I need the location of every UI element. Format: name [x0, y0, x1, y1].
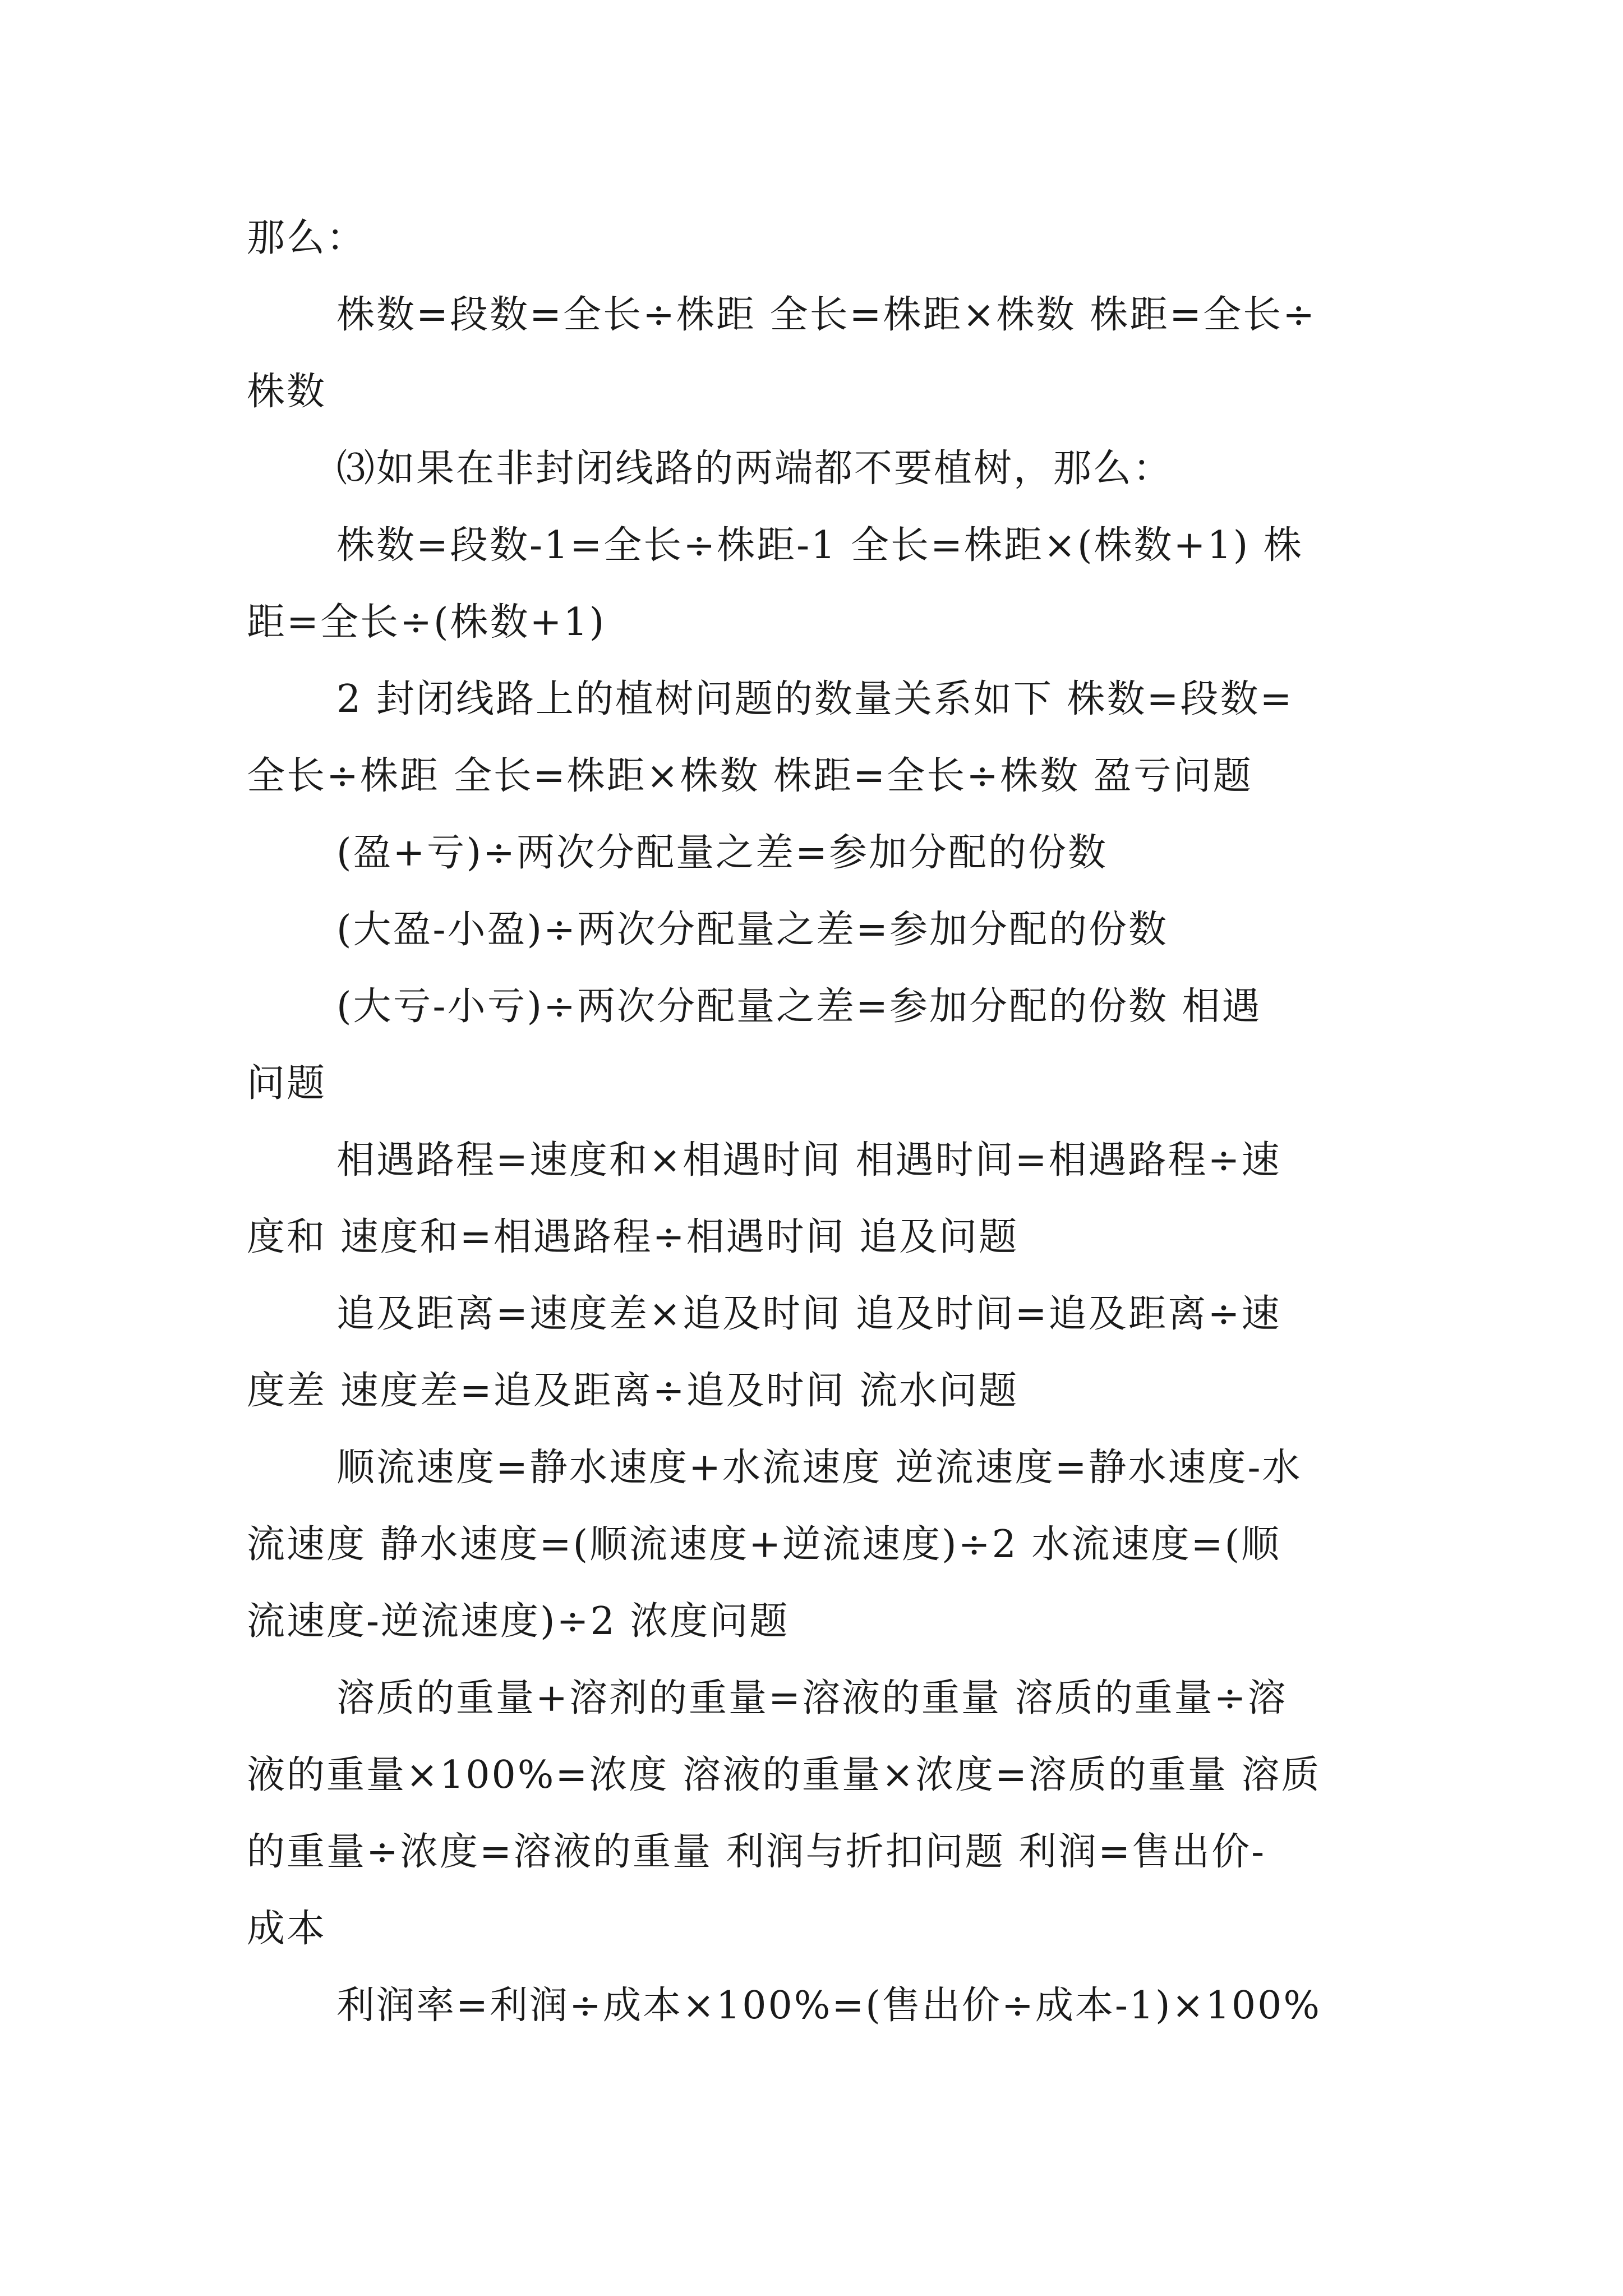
text-line: 利润率=利润÷成本×100%=(售出价÷成本-1)×100% — [336, 1984, 1321, 2028]
text-line: 液的重量×100%=浓度 溶液的重量×浓度=溶质的重量 溶质 — [247, 1753, 1321, 1797]
text-line: 度差 速度差=追及距离÷追及时间 流水问题 — [247, 1369, 1019, 1413]
text-line: 相遇路程=速度和×相遇时间 相遇时间=相遇路程÷速 — [336, 1138, 1281, 1182]
text-line: 度和 速度和=相遇路程÷相遇时间 追及问题 — [247, 1215, 1019, 1259]
text-line: 株数=段数=全长÷株距 全长=株距×株数 株距=全长÷ — [336, 293, 1317, 337]
text-line: 那么： — [247, 216, 367, 260]
text-line: 全长÷株距 全长=株距×株数 株距=全长÷株数 盈亏问题 — [247, 754, 1253, 798]
text-line: 成本 — [247, 1907, 327, 1951]
text-line: 株数 — [247, 370, 327, 414]
text-line: 追及距离=速度差×追及时间 追及时间=追及距离÷速 — [336, 1292, 1281, 1336]
text-line: 2 封闭线路上的植树问题的数量关系如下 株数=段数= — [336, 677, 1294, 721]
text-line: 株数=段数-1=全长÷株距-1 全长=株距×(株数+1) 株 — [336, 523, 1303, 568]
text-line: (大亏-小亏)÷两次分配量之差=参加分配的份数 相遇 — [336, 984, 1262, 1029]
text-line: 顺流速度=静水速度+水流速度 逆流速度=静水速度-水 — [336, 1446, 1302, 1490]
text-line: 流速度-逆流速度)÷2 浓度问题 — [247, 1599, 790, 1644]
text-line: 问题 — [247, 1061, 327, 1106]
text-line: 距=全长÷(株数+1) — [247, 600, 606, 645]
text-line: (盈+亏)÷两次分配量之差=参加分配的份数 — [336, 831, 1108, 875]
text-line: 流速度 静水速度=(顺流速度+逆流速度)÷2 水流速度=(顺 — [247, 1522, 1281, 1567]
text-line: 溶质的重量+溶剂的重量=溶液的重量 溶质的重量÷溶 — [336, 1676, 1288, 1720]
text-line: ⑶如果在非封闭线路的两端都不要植树，那么： — [336, 447, 1173, 491]
text-line: (大盈-小盈)÷两次分配量之差=参加分配的份数 — [336, 908, 1168, 952]
text-line: 的重量÷浓度=溶液的重量 利润与折扣问题 利润=售出价- — [247, 1830, 1266, 1874]
